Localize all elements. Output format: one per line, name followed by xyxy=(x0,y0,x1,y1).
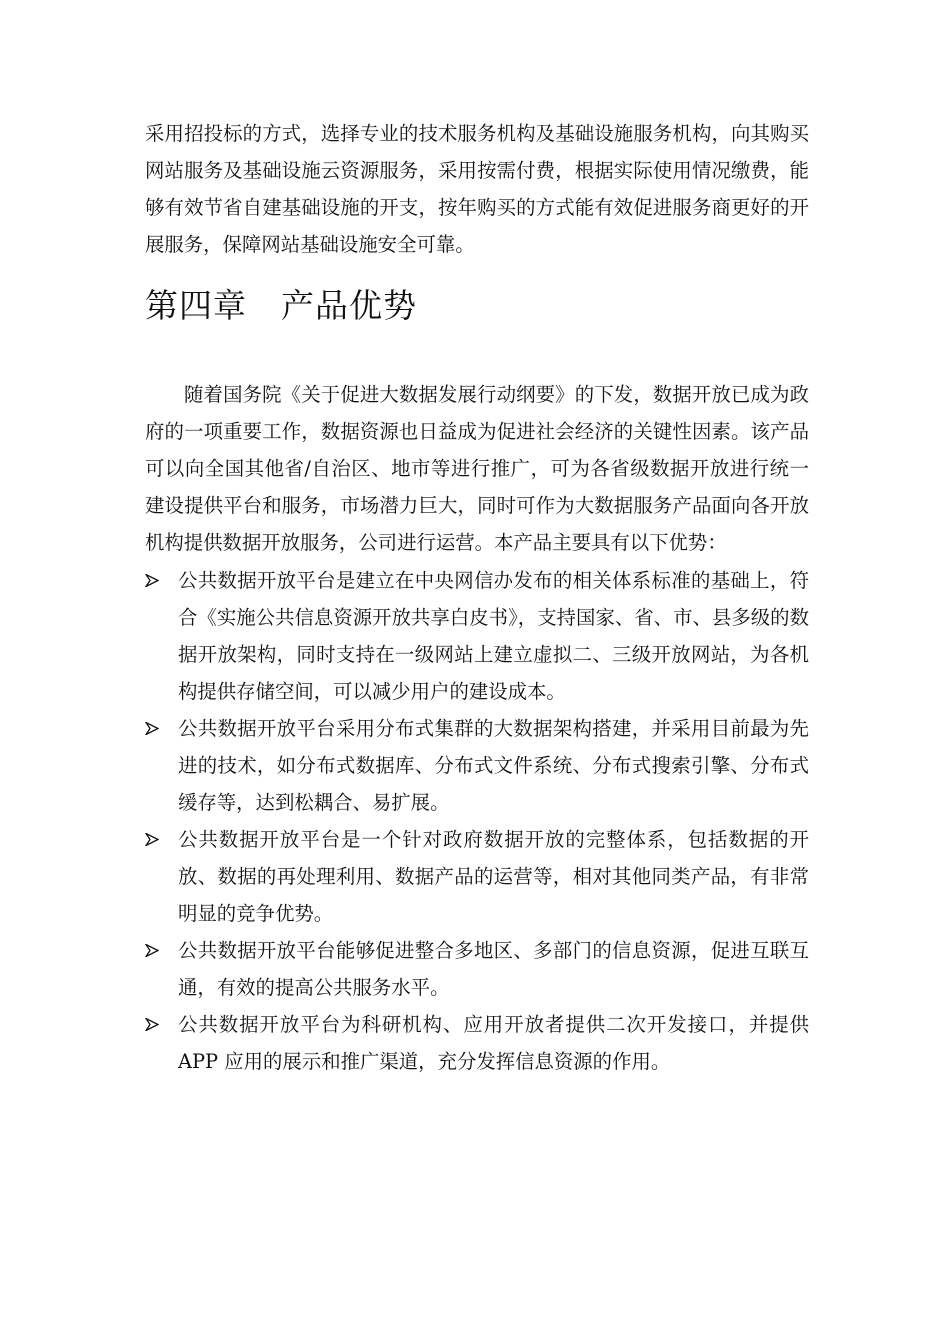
list-item-text: 公共数据开放平台是一个针对政府数据开放的完整体系，包括数据的开放、数据的再处理利用、数据产品的运营等，相对其他同类产品，有非常明显的竞争优势。 xyxy=(178,828,809,925)
list-item-text: 公共数据开放平台能够促进整合多地区、多部门的信息资源，促进互联互通，有效的提高公共服务水平。 xyxy=(178,939,809,999)
arrow-bullet-icon xyxy=(145,1006,163,1043)
arrow-bullet-icon xyxy=(145,562,163,599)
list-item xyxy=(145,932,809,1006)
list-item xyxy=(145,1006,809,1080)
list-item-text: 公共数据开放平台采用分布式集群的大数据架构搭建，并采用目前最为先进的技术，如分布式数据库、分布式文件系统、分布式搜索引擎、分布式缓存等，达到松耦合、易扩展。 xyxy=(178,717,809,814)
advantages-list xyxy=(145,562,809,1080)
chapter-heading xyxy=(145,283,809,329)
list-item xyxy=(145,710,809,821)
list-item-text: 公共数据开放平台是建立在中央网信办发布的相关体系标准的基础上，符合《实施公共信息资源开放共享白皮书》，支持国家、省、市、县多级的数据开放架构，同时支持在一级网站上建立虚拟二、三级开放网站，为各机构提供存储空间，可以减少用户的建设成本。 xyxy=(178,569,809,703)
chapter-number: 第四章 xyxy=(145,286,247,325)
advantages-intro-paragraph: 随着国务院《关于促进大数据发展行动纲要》的下发，数据开放已成为政府的一项重要工作，数据资源也日益成为促进社会经济的关键性因素。该产品可以向全国其他省/自治区、地市等进行推广，可为各省级数据开放进行统一建设提供平台和服务，市场潜力巨大，同时可作为大数据服务产品面向各开放机构提供数据开放服务，公司进行运营。本产品主要具有以下优势： xyxy=(145,383,809,554)
arrow-bullet-icon xyxy=(145,821,163,858)
intro-paragraph: 采用招投标的方式，选择专业的技术服务机构及基础设施服务机构，向其购买网站服务及基础设施云资源服务，采用按需付费，根据实际使用情况缴费，能够有效节省自建基础设施的开支，按年购买的方式能有效促进服务商更好的开展服务，保障网站基础设施安全可靠。 xyxy=(145,122,809,256)
list-item xyxy=(145,821,809,932)
list-item xyxy=(145,562,809,710)
list-item-text: 公共数据开放平台为科研机构、应用开放者提供二次开发接口，并提供 APP 应用的展示和推广渠道，充分发挥信息资源的作用。 xyxy=(178,1013,809,1073)
arrow-bullet-icon xyxy=(145,710,163,747)
chapter-title: 产品优势 xyxy=(281,286,417,325)
arrow-bullet-icon xyxy=(145,932,163,969)
